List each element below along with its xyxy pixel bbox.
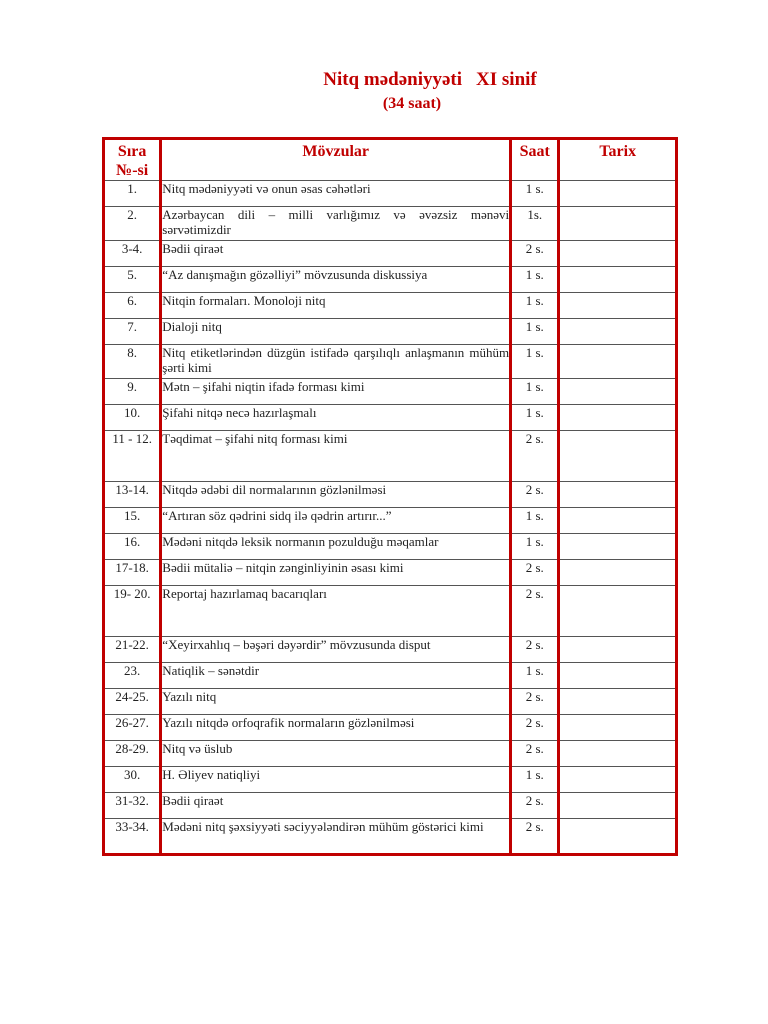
row-date-cell[interactable] <box>559 207 677 241</box>
table-row <box>104 586 677 637</box>
row-hours: 1 s. <box>511 181 559 207</box>
row-hours: 1 s. <box>511 267 559 293</box>
row-number: 21-22. <box>104 637 161 663</box>
row-hours: 1s. <box>511 207 559 241</box>
row-date-cell[interactable] <box>559 508 677 534</box>
row-number: 24-25. <box>104 689 161 715</box>
row-date-cell[interactable] <box>559 319 677 345</box>
row-hours: 1 s. <box>511 508 559 534</box>
row-topic: Dialoji nitq <box>161 319 511 345</box>
table-row <box>104 405 677 431</box>
table-row <box>104 508 677 534</box>
row-hours: 2 s. <box>511 586 559 637</box>
row-number: 7. <box>104 319 161 345</box>
row-date-cell[interactable] <box>559 741 677 767</box>
table-row <box>104 689 677 715</box>
table-row <box>104 319 677 345</box>
table-row <box>104 293 677 319</box>
row-number: 30. <box>104 767 161 793</box>
table-row <box>104 637 677 663</box>
header-movzular: Mövzular <box>161 139 511 181</box>
row-date-cell[interactable] <box>559 586 677 637</box>
table-row <box>104 345 677 379</box>
table-row <box>104 534 677 560</box>
table-row <box>104 767 677 793</box>
row-topic: Bədii qiraət <box>161 241 511 267</box>
row-date-cell[interactable] <box>559 793 677 819</box>
table-row <box>104 431 677 482</box>
row-number: 33-34. <box>104 819 161 855</box>
row-topic: Nitq və üslub <box>161 741 511 767</box>
table-row <box>104 819 677 855</box>
row-hours: 1 s. <box>511 379 559 405</box>
row-topic: Mədəni nitq şəxsiyyəti səciyyələndirən mühüm göstərici kimi <box>161 819 511 855</box>
header-saat: Saat <box>511 139 559 181</box>
row-hours: 1 s. <box>511 405 559 431</box>
row-hours: 1 s. <box>511 319 559 345</box>
table-header-row <box>104 139 677 181</box>
row-date-cell[interactable] <box>559 379 677 405</box>
row-number: 5. <box>104 267 161 293</box>
row-date-cell[interactable] <box>559 241 677 267</box>
row-date-cell[interactable] <box>559 663 677 689</box>
row-topic: “Az danışmağın gözəlliyi” mövzusunda diskussiya <box>161 267 511 293</box>
row-topic: Reportaj hazırlamaq bacarıqları <box>161 586 511 637</box>
row-date-cell[interactable] <box>559 767 677 793</box>
table-row <box>104 715 677 741</box>
header-sira <box>104 139 161 181</box>
row-number: 6. <box>104 293 161 319</box>
row-topic: “Xeyirxahlıq – bəşəri dəyərdir” mövzusunda disput <box>161 637 511 663</box>
row-number: 26-27. <box>104 715 161 741</box>
title-class: XI sinif <box>476 69 537 90</box>
row-date-cell[interactable] <box>559 689 677 715</box>
row-number: 28-29. <box>104 741 161 767</box>
table-row <box>104 741 677 767</box>
row-number: 13-14. <box>104 482 161 508</box>
row-topic: Nitqin formaları. Monoloji nitq <box>161 293 511 319</box>
table-body <box>104 181 677 855</box>
row-date-cell[interactable] <box>559 431 677 482</box>
row-topic: “Artıran söz qədrini sidq ilə qədrin artırır...” <box>161 508 511 534</box>
row-hours: 2 s. <box>511 241 559 267</box>
row-number: 16. <box>104 534 161 560</box>
row-topic: Təqdimat – şifahi nitq forması kimi <box>161 431 511 482</box>
row-topic: Mədəni nitqdə leksik normanın pozulduğu məqamlar <box>161 534 511 560</box>
row-number: 17-18. <box>104 560 161 586</box>
row-topic: Nitqdə ədəbi dil normalarının gözlənilməsi <box>161 482 511 508</box>
row-topic: Nitq mədəniyyəti və onun əsas cəhətləri <box>161 181 511 207</box>
table-row <box>104 267 677 293</box>
table-row <box>104 663 677 689</box>
row-topic: Azərbaycan dili – milli varlığımız və əvəzsiz mənəvi sərvətimizdir <box>161 207 511 241</box>
row-date-cell[interactable] <box>559 293 677 319</box>
row-number: 1. <box>104 181 161 207</box>
row-number: 19- 20. <box>104 586 161 637</box>
row-topic: Yazılı nitqdə orfoqrafik normaların gözlənilməsi <box>161 715 511 741</box>
row-date-cell[interactable] <box>559 819 677 855</box>
row-topic: Şifahi nitqə necə hazırlaşmalı <box>161 405 511 431</box>
row-date-cell[interactable] <box>559 715 677 741</box>
row-hours: 2 s. <box>511 560 559 586</box>
table-row <box>104 793 677 819</box>
row-topic: Nitq etiketlərindən düzgün istifadə qarşılıqlı anlaşmanın mühüm şərti kimi <box>161 345 511 379</box>
row-number: 11 - 12. <box>104 431 161 482</box>
row-hours: 2 s. <box>511 741 559 767</box>
row-hours: 1 s. <box>511 345 559 379</box>
table-row <box>104 241 677 267</box>
row-number: 9. <box>104 379 161 405</box>
page-subtitle: (34 saat) <box>382 95 442 112</box>
row-number: 8. <box>104 345 161 379</box>
lesson-plan-table <box>102 137 678 856</box>
header-tarix: Tarix <box>559 139 677 181</box>
row-topic: H. Əliyev natiqliyi <box>161 767 511 793</box>
row-hours: 2 s. <box>511 689 559 715</box>
row-date-cell[interactable] <box>559 560 677 586</box>
row-hours: 2 s. <box>511 819 559 855</box>
row-hours: 1 s. <box>511 663 559 689</box>
row-date-cell[interactable] <box>559 345 677 379</box>
header-sira-line1: Sıra <box>117 143 147 160</box>
row-date-cell[interactable] <box>559 637 677 663</box>
row-date-cell[interactable] <box>559 405 677 431</box>
table-row <box>104 379 677 405</box>
row-hours: 2 s. <box>511 637 559 663</box>
row-hours: 1 s. <box>511 767 559 793</box>
row-number: 31-32. <box>104 793 161 819</box>
row-date-cell[interactable] <box>559 482 677 508</box>
row-hours: 2 s. <box>511 431 559 482</box>
page-title <box>0 68 768 92</box>
row-hours: 1 s. <box>511 293 559 319</box>
row-topic: Yazılı nitq <box>161 689 511 715</box>
row-number: 15. <box>104 508 161 534</box>
row-hours: 1 s. <box>511 534 559 560</box>
row-topic: Natiqlik – sənətdir <box>161 663 511 689</box>
row-hours: 2 s. <box>511 793 559 819</box>
row-hours: 2 s. <box>511 482 559 508</box>
row-date-cell[interactable] <box>559 534 677 560</box>
row-number: 3-4. <box>104 241 161 267</box>
row-number: 23. <box>104 663 161 689</box>
row-topic: Bədii qiraət <box>161 793 511 819</box>
table-row <box>104 482 677 508</box>
row-topic: Bədii mütaliə – nitqin zənginliyinin əsası kimi <box>161 560 511 586</box>
table-row <box>104 560 677 586</box>
row-date-cell[interactable] <box>559 181 677 207</box>
row-date-cell[interactable] <box>559 267 677 293</box>
row-hours: 2 s. <box>511 715 559 741</box>
title-subject: Nitq mədəniyyəti <box>323 69 463 90</box>
table-row <box>104 181 677 207</box>
row-topic: Mətn – şifahi niqtin ifadə forması kimi <box>161 379 511 405</box>
row-number: 10. <box>104 405 161 431</box>
table-row <box>104 207 677 241</box>
header-sira-line2: №-si <box>116 162 149 179</box>
row-number: 2. <box>104 207 161 241</box>
